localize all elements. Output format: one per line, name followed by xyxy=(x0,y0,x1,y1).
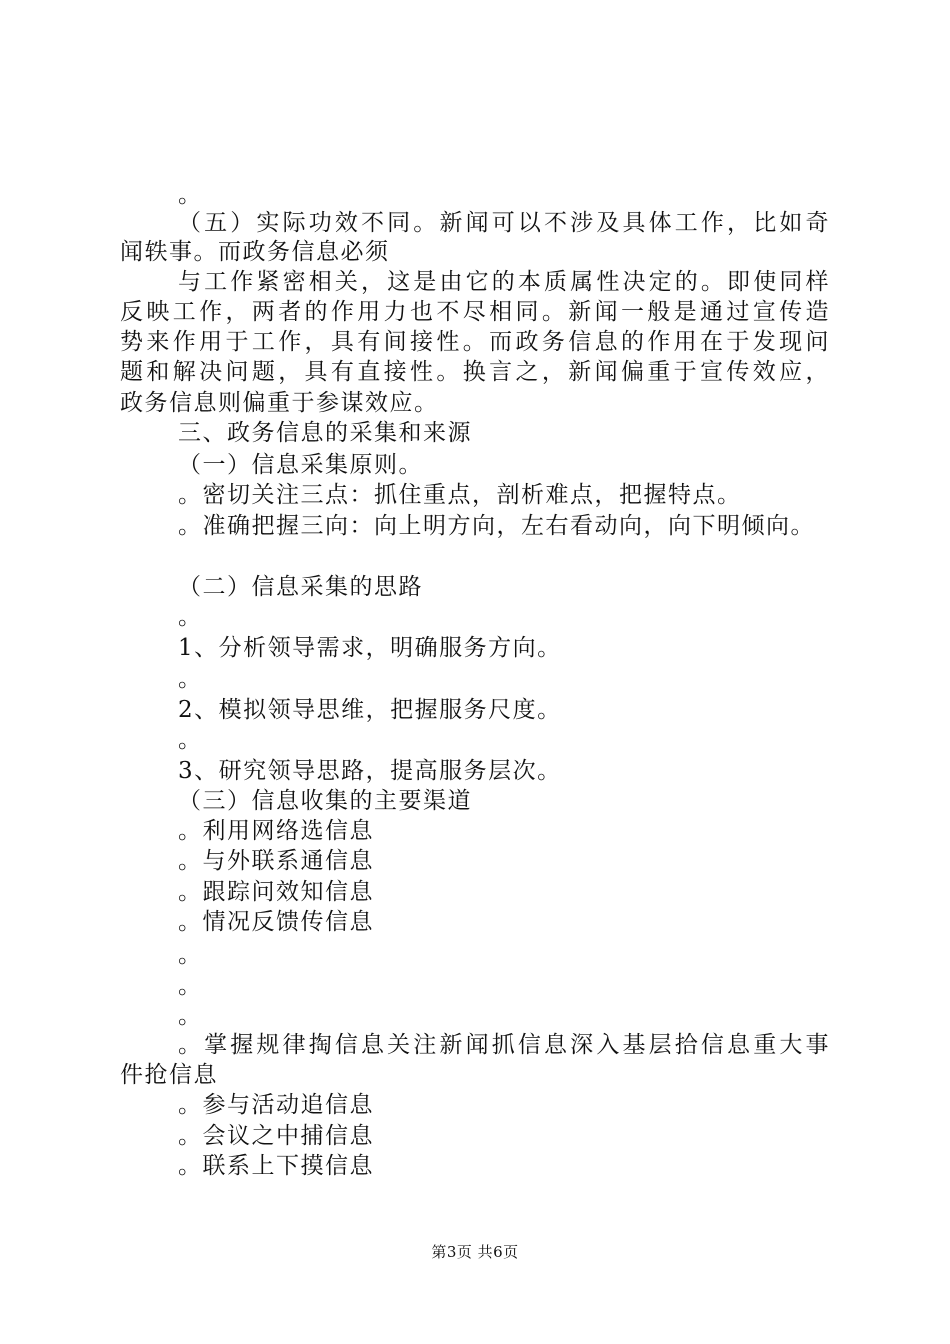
text-line: 题和解决问题，具有直接性。换言之，新闻偏重于宣传效应， xyxy=(120,359,830,385)
text-line: 势来作用于工作，具有间接性。而政务信息的作用在于发现问 xyxy=(120,329,830,355)
text-line: 。 xyxy=(178,182,203,208)
text-line: 。 xyxy=(178,973,203,999)
list-item: 。会议之中捕信息 xyxy=(178,1123,374,1149)
text-line: 闻轶事。而政务信息必须 xyxy=(120,239,390,265)
list-item: 。情况反馈传信息 xyxy=(178,909,374,935)
list-item: 。利用网络选信息 xyxy=(178,818,374,844)
text-line: （五）实际功效不同。新闻可以不涉及具体工作，比如奇 xyxy=(178,210,830,236)
list-item: 3、研究领导思路，提高服务层次。 xyxy=(178,758,562,784)
section-heading: 三、政务信息的采集和来源 xyxy=(178,420,472,446)
subsection-heading: （二）信息采集的思路 xyxy=(178,574,423,600)
text-line: 。密切关注三点：抓住重点，剖析难点，把握特点。 xyxy=(178,482,742,508)
text-line: 。 xyxy=(178,604,203,630)
subsection-heading: （一）信息采集原则。 xyxy=(178,452,423,478)
text-line: 。 xyxy=(178,942,203,968)
subsection-heading: （三）信息收集的主要渠道 xyxy=(178,788,472,814)
list-item: 。联系上下摸信息 xyxy=(178,1153,374,1179)
text-line: 政务信息则偏重于参谋效应。 xyxy=(120,390,439,416)
list-item: 2、模拟领导思维，把握服务尺度。 xyxy=(178,697,562,723)
list-item: 。掌握规律掏信息关注新闻抓信息深入基层拾信息重大事 xyxy=(178,1032,830,1058)
list-item: 1、分析领导需求，明确服务方向。 xyxy=(178,635,562,661)
text-line: 件抢信息 xyxy=(120,1062,218,1088)
text-line: 与工作紧密相关，这是由它的本质属性决定的。即使同样 xyxy=(178,269,830,295)
text-line: 反映工作，两者的作用力也不尽相同。新闻一般是通过宣传造 xyxy=(120,299,830,325)
text-line: 。 xyxy=(178,666,203,692)
list-item: 。与外联系通信息 xyxy=(178,848,374,874)
text-line: 。 xyxy=(178,1003,203,1029)
text-line: 。准确把握三向：向上明方向，左右看动向，向下明倾向。 xyxy=(178,513,815,539)
text-line: 。 xyxy=(178,727,203,753)
list-item: 。参与活动追信息 xyxy=(178,1092,374,1118)
page-footer: 第3页 共6页 xyxy=(431,1243,519,1261)
list-item: 。跟踪问效知信息 xyxy=(178,879,374,905)
